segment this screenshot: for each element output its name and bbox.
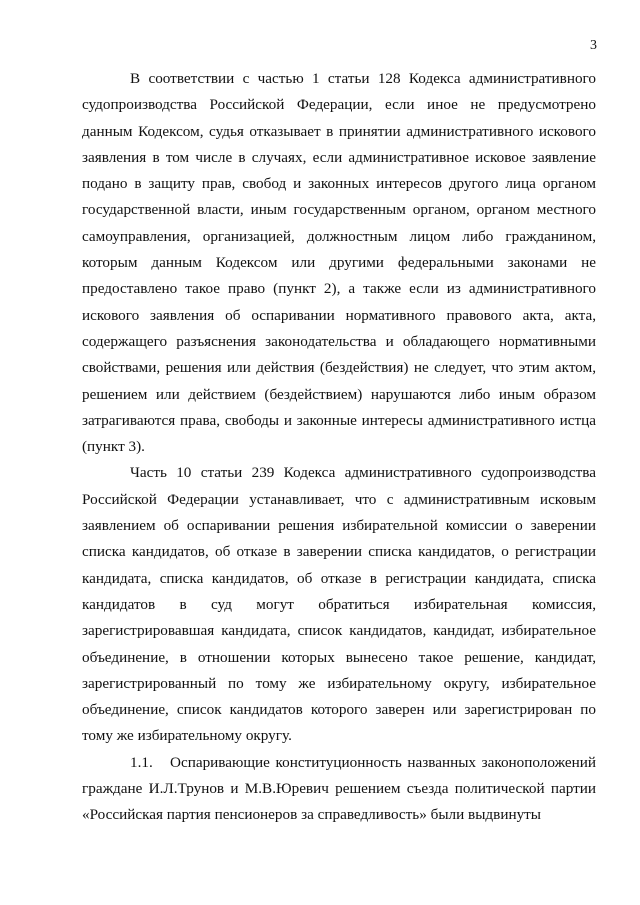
numbered-paragraph	[82, 750, 596, 829]
page-number: 3	[590, 38, 597, 53]
paragraph-article-128: В соответствии с частью 1 статьи 128 Кодекса административного судопроизводства Российской Федерации, если иное не предусмотрено данным Кодексом, судья отказывает в принятии административного искового заявления в том числе в случаях, если административное исковое заявление подано в защиту прав, свобод и законных интересов другого лица органом государственной власти, иным государственным органом, органом местного самоуправления, организацией, должностным лицом либо гражданином, которым данным Кодексом или другими федеральными законами не предоставлено такое право (пункт 2), а также если из административного искового заявления об оспаривании нормативного правового акта, акта, содержащего разъяснения законодательства и обладающего нормативными свойствами, решения или действия (бездействия) не следует, что этим актом, решением или действием (бездействием) нарушаются либо иным образом затрагиваются права, свободы и законные интересы административного истца (пункт 3).	[82, 70, 596, 456]
paragraph-number: 1.1.	[130, 753, 153, 771]
numbered-paragraph-text: Оспаривающие конституционность названных законоположений граждане И.Л.Трунов и М.В.Юревич решением съезда политической партии «Российская партия пенсионеров за справедливость» были выдвинуты	[82, 753, 596, 824]
paragraph-article-239: Часть 10 статьи 239 Кодекса административного судопроизводства Российской Федерации устанавливает, что с административным исковым заявлением об оспаривании решения избирательной комиссии о заверении списка кандидатов, об отказе в заверении списка кандидатов, о регистрации кандидата, списка кандидатов, об отказе в регистрации кандидата, списка кандидатов в суд могут обратиться избирательная комиссия, зарегистрировавшая кандидата, список кандидатов, кандидат, избирательное объединение, в отношении которых вынесено такое решение, кандидат, зарегистрированный по тому же избирательному округу, избирательное объединение, список кандидатов которого заверен или зарегистрирован по тому же избирательному округу.	[82, 464, 596, 745]
document-body	[82, 66, 596, 829]
